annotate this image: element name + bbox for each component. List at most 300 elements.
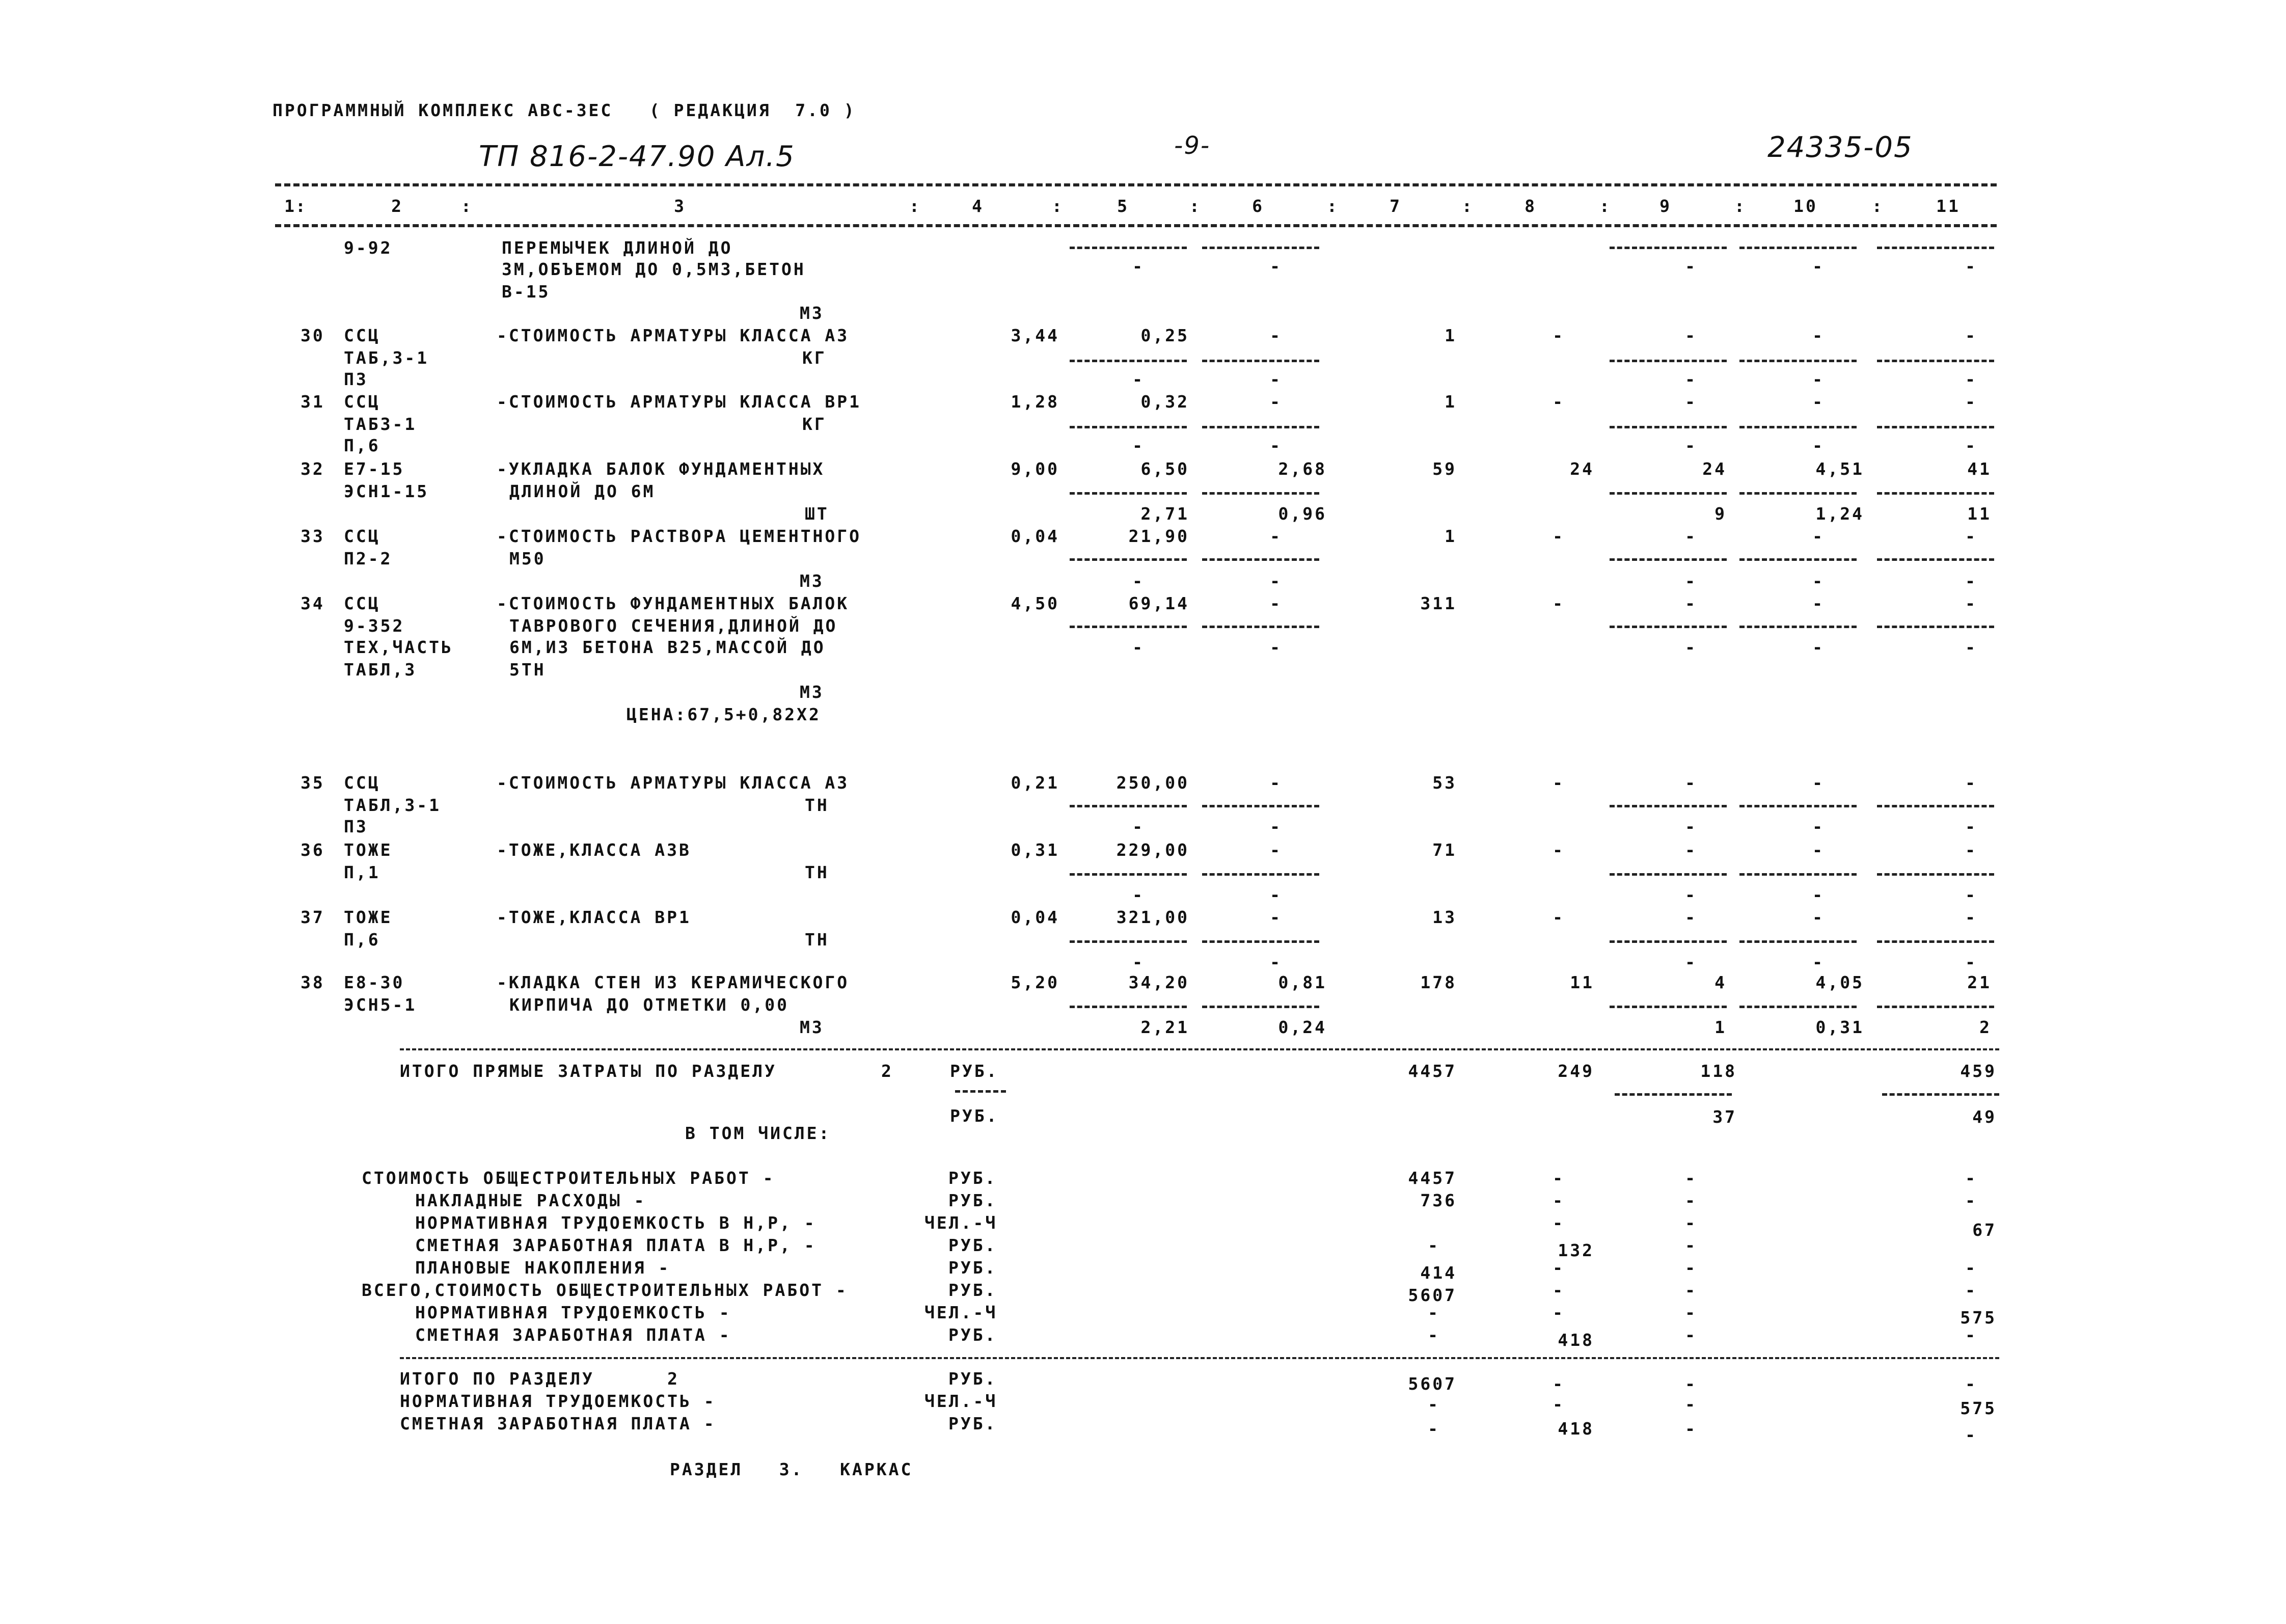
cell-text: ТАБЛ,3 [344,660,417,680]
dashed-underline [1202,247,1319,249]
cell-text: 1,28 [1011,392,1059,412]
dashed-underline [1610,360,1727,362]
cell-text: - [1685,1325,1697,1345]
cell-text: РУБ. [948,1258,997,1278]
cell-text: -УКЛАДКА БАЛОК ФУНДАМЕНТНЫХ [497,459,825,479]
cell-text: - [1812,571,1825,591]
cell-text: НОРМАТИВНАЯ ТРУДОЕМКОСТЬ - [415,1303,731,1322]
dashed-underline [1739,626,1857,628]
cell-text: - [1965,436,1977,455]
cell-text: - [1685,1419,1697,1439]
cell-text: - [1685,1235,1697,1255]
cell-text: 4 [1715,972,1727,992]
cell-text: - [1812,369,1825,389]
column-number: 10 [1793,196,1818,216]
row-unit: М3 [800,303,824,323]
dashed-underline [1202,492,1319,495]
dashed-underline [1739,558,1857,561]
cell-text: РУБ. [950,1106,999,1126]
dashed-underline [1739,426,1857,428]
cell-text: -ТОЖЕ,КЛАССА А3В [497,840,691,860]
column-number: 3 [674,196,686,216]
cell-text: - [1428,1394,1440,1414]
cell-text: - [1270,840,1282,860]
cell-text: - [1965,773,1977,793]
column-number: 6 [1252,196,1264,216]
cell-text: - [1428,1235,1440,1255]
cell-text: - [1965,885,1977,905]
cell-text: - [1270,885,1282,905]
cell-text: РУБ. [948,1414,997,1433]
cell-text: ТОЖЕ [344,840,393,860]
cell-text: - [1685,885,1697,905]
cell-text: ЭСН5-1 [344,995,417,1015]
row-code: 9-92 [344,238,393,258]
dashed-underline [1610,626,1727,628]
cell-text: 21 [1967,972,1992,992]
cell-text: 2 [1979,1017,1992,1037]
cell-text: 459 [1960,1061,1997,1081]
cell-text: ТН [805,862,829,882]
cell-text: - [1428,1419,1440,1439]
cell-text: СМЕТНАЯ ЗАРАБОТНАЯ ПЛАТА - [400,1414,716,1433]
cell-text: 1 [1445,326,1457,345]
cell-text: ТАБЛ,3-1 [344,795,441,815]
cell-text: 67 [1972,1220,1997,1240]
cell-text: 250,00 [1116,773,1189,793]
cell-text: 34,20 [1128,972,1189,992]
dashed-underline [1877,426,1994,428]
cell-text: - [1270,817,1282,836]
cell-text: -СТОИМОСТЬ АРМАТУРЫ КЛАССА ВР1 [497,392,862,412]
cell-text: ДЛИНОЙ ДО 6М [509,481,656,501]
column-separator: : [1189,196,1202,216]
cell-text: - [1965,526,1977,546]
cell-text: 41 [1967,459,1992,479]
price-formula: ЦЕНА:67,5+0,82Х2 [627,705,821,724]
page-number: -9- [1174,131,1211,160]
cell-text: -СТОИМОСТЬ АРМАТУРЫ КЛАССА А3 [497,773,850,793]
column-separator: : [295,196,308,216]
cell-text: - [1270,326,1282,345]
cell-text: 1,24 [1815,504,1864,524]
cell-text: 32 [301,459,325,479]
cell-text: - [1965,369,1977,389]
column-number: 4 [972,196,984,216]
cell-text: - [1965,907,1977,927]
cell-text: - [1965,571,1977,591]
cell-text: ССЦ [344,326,380,345]
cell-text: ЭСН1-15 [344,481,429,501]
cell-text: - [1812,840,1825,860]
cell-text: 30 [301,326,325,345]
cell-text: - [1553,1168,1565,1188]
cell-text: - [1270,907,1282,927]
cell-text: ТН [805,930,829,950]
dashed-underline [1070,492,1187,495]
cell-text: - [1553,840,1565,860]
cell-text: 1 [1715,1017,1727,1037]
cell-text: 249 [1558,1061,1594,1081]
dashed-underline [1877,805,1994,807]
cell-text: 0,24 [1278,1017,1327,1037]
cell-text: -КЛАДКА СТЕН ИЗ КЕРАМИЧЕСКОГО [497,972,850,992]
cell-text: 418 [1558,1330,1594,1350]
cell-text: РУБ. [950,1061,999,1081]
cell-text: 5607 [1408,1285,1457,1305]
cell-text: - [1270,436,1282,455]
cell-text: М3 [800,571,824,591]
column-number: 11 [1936,196,1961,216]
cell-text: - [1270,773,1282,793]
cell-text: П3 [344,369,368,389]
cell-text: - [1965,840,1977,860]
cell-text: 31 [301,392,325,412]
section-total-rule [400,1357,1999,1359]
cell-text: 132 [1558,1240,1594,1260]
column-separator: : [909,196,921,216]
table-top-rule [275,183,1997,186]
cell-text: РУБ. [948,1235,997,1255]
cell-text: - [1132,256,1145,276]
dashed-underline [1739,247,1857,249]
cell-text: П2-2 [344,549,393,569]
cell-text: М50 [509,549,546,569]
cell-text: СМЕТНАЯ ЗАРАБОТНАЯ ПЛАТА - [415,1325,731,1345]
cell-text: ССЦ [344,392,380,412]
cell-text: М3 [800,1017,824,1037]
cell-text: 0,32 [1140,392,1189,412]
cell-text: - [1553,1280,1565,1300]
cell-text: - [1553,1303,1565,1322]
cell-text: 3,44 [1011,326,1059,345]
cell-text: - [1270,392,1282,412]
cell-text: 38 [301,972,325,992]
cell-text: НОРМАТИВНАЯ ТРУДОЕМКОСТЬ - [400,1391,716,1411]
cell-text: - [1812,907,1825,927]
dashed-underline [1202,626,1319,628]
cell-text: - [1965,256,1977,276]
dashed-underline [1610,1006,1727,1008]
dashed-underline [1070,247,1187,249]
program-title: ПРОГРАММНЫЙ КОМПЛЕКС АВС-3ЕС ( РЕДАКЦИЯ 7.0 ) [273,100,856,120]
totals-rule [400,1048,1999,1050]
cell-text: 9,00 [1011,459,1059,479]
cell-text: - [1685,1280,1697,1300]
cell-text: - [1965,1190,1977,1210]
cell-text: - [1685,637,1697,657]
cell-text: 5,20 [1011,972,1059,992]
cell-text: - [1132,436,1145,455]
cell-text: - [1685,907,1697,927]
cell-text: - [1965,1258,1977,1278]
cell-text: - [1812,436,1825,455]
cell-text: - [1965,1325,1977,1345]
cell-text: ССЦ [344,773,380,793]
cell-text: -СТОИМОСТЬ ФУНДАМЕНТНЫХ БАЛОК [497,593,850,613]
cell-text: - [1685,392,1697,412]
cell-text: ШТ [805,504,829,524]
cell-text: - [1685,326,1697,345]
cell-text: РУБ. [948,1280,997,1300]
cell-text: 0,31 [1815,1017,1864,1037]
cell-text: -СТОИМОСТЬ РАСТВОРА ЦЕМЕНТНОГО [497,526,862,546]
cell-text: - [1685,571,1697,591]
dashed-underline [1070,1006,1187,1008]
cell-text: 2,21 [1140,1017,1189,1037]
cell-text: 0,04 [1011,907,1059,927]
cell-text: - [1270,526,1282,546]
cell-text: СМЕТНАЯ ЗАРАБОТНАЯ ПЛАТА В Н,Р, - [415,1235,817,1255]
dashed-underline [1070,626,1187,628]
cell-text: - [1685,256,1697,276]
column-number: 1 [284,196,296,216]
cell-text: 0,96 [1278,504,1327,524]
cell-text: 4,51 [1815,459,1864,479]
cell-text: - [1685,436,1697,455]
dashed-underline [1070,426,1187,428]
cell-text: ССЦ [344,526,380,546]
cell-text: 4,05 [1815,972,1864,992]
cell-text: РУБ. [948,1369,997,1389]
cell-text: 37 [1712,1107,1737,1127]
cell-text: - [1270,952,1282,972]
cell-text: - [1685,1168,1697,1188]
dashed-underline [1610,805,1727,807]
dashed-underline [1202,873,1319,876]
cell-text: П,6 [344,436,380,455]
cell-text: 4457 [1408,1061,1457,1081]
cell-text: ТАБ,3-1 [344,348,429,368]
dashed-underline [1877,247,1994,249]
cell-text: - [1553,1213,1565,1233]
column-number: 7 [1390,196,1402,216]
cell-text: 49 [1972,1107,1997,1127]
column-separator: : [461,196,473,216]
column-separator: : [1052,196,1064,216]
cell-text: - [1270,571,1282,591]
dashed-underline [1610,492,1727,495]
cell-text: П,1 [344,862,380,882]
cell-text: - [1685,817,1697,836]
cell-text: 5ТН [509,660,546,680]
cell-text: - [1965,952,1977,972]
cell-text: - [1270,593,1282,613]
row-description: 3М,ОБЪЕМОМ ДО 0,5М3,БЕТОН [502,259,806,279]
cell-text: 311 [1420,593,1457,613]
cell-text: 24 [1702,459,1727,479]
cell-text: 575 [1960,1398,1997,1418]
cell-text: - [1685,1190,1697,1210]
cell-text: 37 [301,907,325,927]
cell-text: - [1965,593,1977,613]
cell-text: - [1132,571,1145,591]
cell-text: - [1965,326,1977,345]
dashed-underline [1615,1093,1732,1096]
cell-text: - [1812,885,1825,905]
cell-text: - [1553,907,1565,927]
cell-text: - [1553,392,1565,412]
cell-text: - [1685,593,1697,613]
cell-text: КИРПИЧА ДО ОТМЕТКИ 0,00 [509,995,789,1015]
dashed-underline [1610,426,1727,428]
cell-text: 0,25 [1140,326,1189,345]
cell-text: ПЛАНОВЫЕ НАКОПЛЕНИЯ - [415,1258,671,1278]
cell-text: 418 [1558,1419,1594,1439]
dashed-underline [1610,873,1727,876]
cell-text: ЧЕЛ.-Ч [924,1391,998,1411]
cell-text: ИТОГО ПРЯМЫЕ ЗАТРАТЫ ПО РАЗДЕЛУ [400,1061,777,1081]
cell-text: - [1270,256,1282,276]
cell-text: 35 [301,773,325,793]
cell-text: - [1965,392,1977,412]
tp-code: ТП 816-2-47.90 Ал.5 [479,140,795,173]
cell-text: НАКЛАДНЫЕ РАСХОДЫ - [415,1190,646,1210]
cell-text: - [1270,369,1282,389]
cell-text: - [1132,885,1145,905]
cell-text: - [1685,1258,1697,1278]
cell-text: РУБ. [948,1168,997,1188]
cell-text: - [1812,326,1825,345]
cell-text: - [1685,773,1697,793]
next-section-heading: РАЗДЕЛ 3. КАРКАС [670,1459,913,1479]
cell-text: 9-352 [344,616,405,636]
dashed-underline [1202,940,1319,943]
cell-text: - [1553,326,1565,345]
cell-text: - [1553,773,1565,793]
cell-text: 0,81 [1278,972,1327,992]
cell-text: РУБ. [948,1190,997,1210]
cell-text: - [1553,593,1565,613]
cell-text: 2,71 [1140,504,1189,524]
cell-text: 9 [1715,504,1727,524]
cell-text: - [1685,952,1697,972]
cell-text: - [1685,369,1697,389]
row-description: ПЕРЕМЫЧЕК ДЛИНОЙ ДО [502,238,733,258]
cell-text: - [1812,817,1825,836]
cell-text: 53 [1432,773,1457,793]
dashed-underline [1070,360,1187,362]
cell-text: - [1685,526,1697,546]
cell-text: - [1270,637,1282,657]
dashed-underline [1202,558,1319,561]
cell-text: 5607 [1408,1374,1457,1394]
cell-text: - [1812,952,1825,972]
cell-text: 59 [1432,459,1457,479]
cell-text: 11 [1967,504,1992,524]
dashed-underline [1877,1006,1994,1008]
dashed-underline [1202,360,1319,362]
cell-text: 0,31 [1011,840,1059,860]
cell-text: - [1965,817,1977,836]
cell-text: 34 [301,593,325,613]
cell-text: 2,68 [1278,459,1327,479]
dashed-underline [1877,873,1994,876]
cell-text: Е7-15 [344,459,405,479]
cell-text: М3 [800,682,824,702]
cell-text: ТАБ3-1 [344,414,417,434]
cell-text: 575 [1960,1308,1997,1328]
cell-text: - [1132,817,1145,836]
cell-text: 229,00 [1116,840,1189,860]
document-number: 24335-05 [1767,131,1913,164]
cell-text: 736 [1420,1190,1457,1210]
cell-text: 2 [881,1061,893,1081]
cell-text: - [1812,637,1825,657]
cell-text: - [1685,1374,1697,1394]
cell-text: КГ [802,414,827,434]
cell-text: - [1553,1190,1565,1210]
cell-text: 21,90 [1128,526,1189,546]
cell-text: ТЕХ,ЧАСТЬ [344,637,453,657]
dashed-underline [1739,873,1857,876]
cell-text: ВСЕГО,СТОИМОСТЬ ОБЩЕСТРОИТЕЛЬНЫХ РАБОТ - [362,1280,848,1300]
cell-text: 33 [301,526,325,546]
cell-text: Е8-30 [344,972,405,992]
cell-text: ТАВРОВОГО СЕЧЕНИЯ,ДЛИНОЙ ДО [509,616,838,636]
cell-text: - [1685,1213,1697,1233]
dashed-underline [1882,1093,1999,1096]
cell-text: ТОЖЕ [344,907,393,927]
column-number: 2 [391,196,403,216]
column-separator: : [1872,196,1884,216]
cell-text: 321,00 [1116,907,1189,927]
cell-text: 4,50 [1011,593,1059,613]
dashed-underline [1877,492,1994,495]
cell-text: КГ [802,348,827,368]
dashed-underline [1877,360,1994,362]
cell-text: 69,14 [1128,593,1189,613]
dashed-underline [1202,426,1319,428]
including-heading: В ТОМ ЧИСЛЕ: [685,1123,831,1143]
cell-text: - [1965,1280,1977,1300]
cell-text: РУБ. [948,1325,997,1345]
column-separator: : [1327,196,1339,216]
cell-text: 6М,ИЗ БЕТОНА В25,МАССОЙ ДО [509,637,826,657]
cell-text: ССЦ [344,593,380,613]
dashed-underline [1877,558,1994,561]
cell-text: 13 [1432,907,1457,927]
cell-text: НОРМАТИВНАЯ ТРУДОЕМКОСТЬ В Н,Р, - [415,1213,817,1233]
cell-text: СТОИМОСТЬ ОБЩЕСТРОИТЕЛЬНЫХ РАБОТ - [362,1168,775,1188]
dashed-underline [1610,247,1727,249]
dashed-underline [1070,558,1187,561]
dashed-underline [1610,558,1727,561]
cell-text: -СТОИМОСТЬ АРМАТУРЫ КЛАССА А3 [497,326,850,345]
table-header-rule [275,224,1997,227]
cell-text: 24 [1570,459,1594,479]
cell-text: ТН [805,795,829,815]
cell-text: - [1553,1258,1565,1278]
cell-text: - [1685,1394,1697,1414]
cell-text: П,6 [344,930,380,950]
cell-text: ИТОГО ПО РАЗДЕЛУ 2 [400,1369,679,1389]
row-description: В-15 [502,282,551,302]
cell-text: 36 [301,840,325,860]
dashed-underline [1739,940,1857,943]
cell-text: - [1812,392,1825,412]
dashed-underline [1070,940,1187,943]
dashed-underline [1739,492,1857,495]
cell-text: 0,21 [1011,773,1059,793]
column-number: 8 [1525,196,1537,216]
cell-text: 414 [1420,1263,1457,1283]
cell-text: - [1132,952,1145,972]
cell-text: 71 [1432,840,1457,860]
column-number: 5 [1117,196,1129,216]
dashed-underline [1877,626,1994,628]
cell-text: - [1965,637,1977,657]
